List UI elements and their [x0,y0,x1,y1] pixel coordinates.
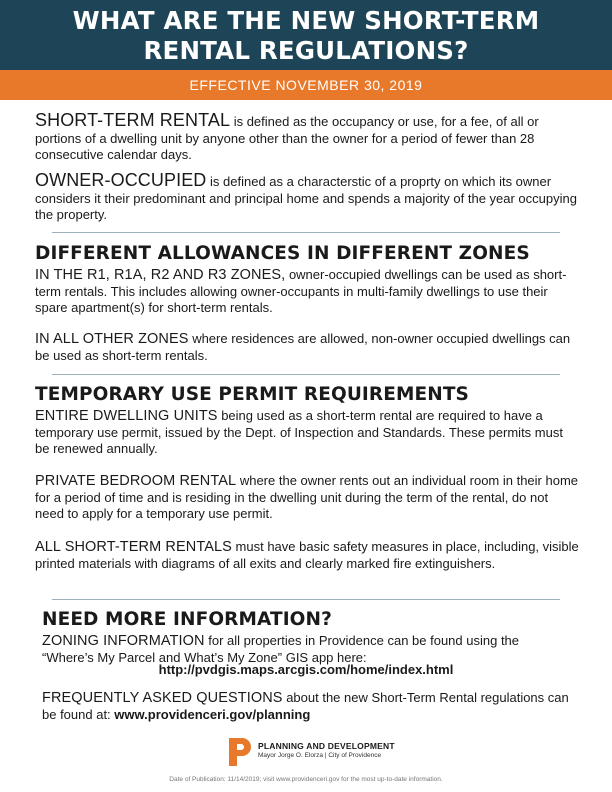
zones-section [35,243,580,317]
permit-private-section [35,473,580,523]
permit-entire-text: being used as a short-term rental are required to have a temporary use permit, issued by the Dept. of Inspection and Standards. These permits must be renewed annually. [35,408,563,456]
permit-all-section [35,539,580,572]
definition-text: is defined as the occupancy or use, for a fee, of all or portions of a dwelling unit by anyone other than the owner for a period of fewer than 28 consecutive calendar days. [35,114,539,162]
zones-other-lead: IN ALL OTHER ZONES [35,331,189,347]
permit-section [35,384,580,458]
permit-all-text: must have basic safety measures in place, including, visible printed materials with diagrams of all exits and clearly marked fire extinguishers. [35,539,579,571]
definition-owner-occupied [35,172,580,224]
section-divider [52,374,560,375]
permit-private-text: where the owner rents out an individual room in their home for a period of time and is residing in the dwelling unit during the term of the rental, do not need to apply for a temporary use permit. [35,473,579,521]
permit-private-lead: PRIVATE BEDROOM RENTAL [35,473,237,489]
definition-short-term-rental [35,112,580,164]
info-faq-text: about the new Short-Term Rental regulations can be found at: [42,690,569,722]
info-section [42,609,572,666]
logo-subtitle: Mayor Jorge O. Elorza | City of Providence [258,752,382,759]
page-title-line-2: RENTAL REGULATIONS? [143,36,469,65]
zones-r-lead: IN THE R1, R1A, R2 AND R3 ZONES, [35,267,286,283]
page-title-line-1: WHAT ARE THE NEW SHORT-TERM [72,6,540,35]
section-divider [52,599,560,600]
info-heading: NEED MORE INFORMATION? [42,609,332,630]
zones-r-text: owner-occupied dwellings can be used as short-term rentals. This includes allowing owner-occupants in multi-family dwellings to use their spare apartment(s) for short-term rentals. [35,267,567,315]
info-faq-section [42,690,572,723]
info-zoning-lead: ZONING INFORMATION [42,633,205,649]
page-header [0,0,612,70]
info-faq-lead: FREQUENTLY ASKED QUESTIONS [42,690,283,706]
zones-other-text: where residences are allowed, non-owner occupied dwellings can be used as short-term rentals. [35,331,571,363]
publication-date: Date of Publication: 11/14/2019; visit www.providenceri.gov for the most up-to-date information. [169,776,443,783]
term-short-term-rental: SHORT-TERM RENTAL [35,110,231,130]
permit-all-lead: ALL SHORT-TERM RENTALS [35,539,232,555]
zones-other-section [35,331,580,364]
zones-heading: DIFFERENT ALLOWANCES IN DIFFERENT ZONES [35,243,530,264]
faq-planning-link[interactable]: www.providenceri.gov/planning [114,706,311,722]
section-divider [52,232,560,233]
permit-heading: TEMPORARY USE PERMIT REQUIREMENTS [35,384,469,405]
info-zoning-text: for all properties in Providence can be found using the “Where’s My Parcel and What’s My Zone” GIS app here: [42,633,520,665]
planning-p-logo-icon [227,736,253,768]
effective-date-banner: EFFECTIVE NOVEMBER 30, 2019 [0,70,612,100]
definition-text: is defined as a characterstic of a proprty on which its owner considers it their predominant and principal home and spends a majority of the year occupying the property. [35,174,577,222]
logo-department-name: PLANNING AND DEVELOPMENT [258,741,395,751]
permit-entire-lead: ENTIRE DWELLING UNITS [35,408,218,424]
term-owner-occupied: OWNER-OCCUPIED [35,170,207,190]
zoning-gis-link[interactable]: http://pvdgis.maps.arcgis.com/home/index.html [158,662,454,677]
